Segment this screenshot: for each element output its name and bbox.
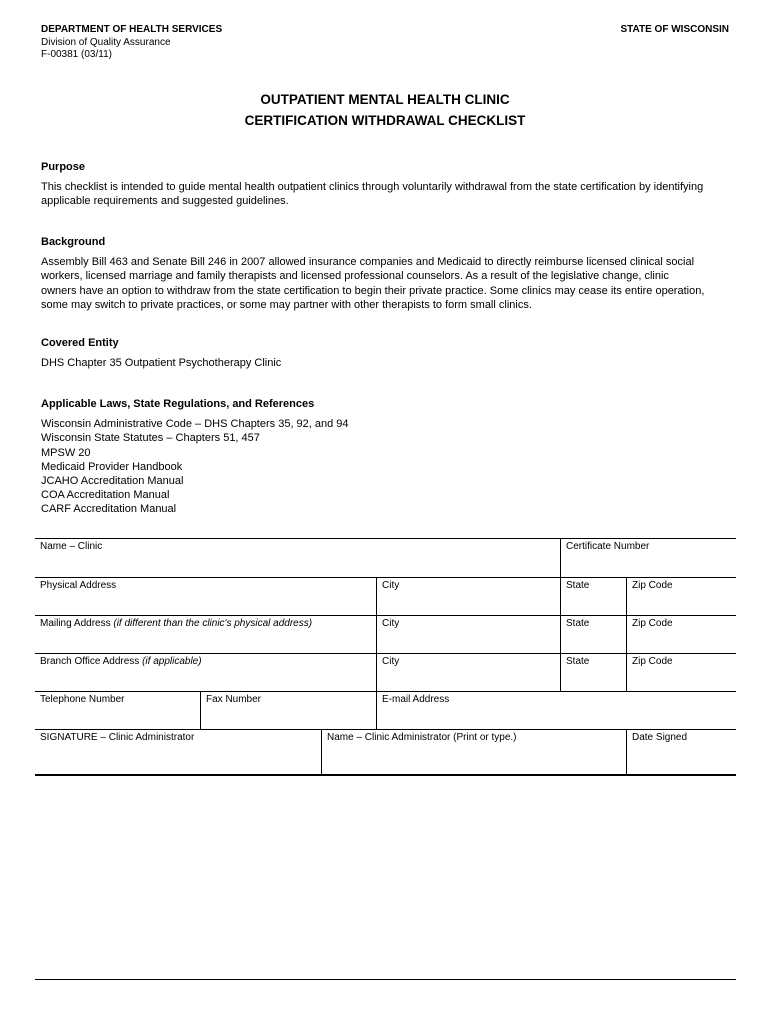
physical-zip-field[interactable] — [626, 578, 736, 615]
covered-entity-section — [41, 336, 731, 370]
branch-city-field[interactable] — [376, 654, 560, 691]
zip-code-label: Zip Code — [632, 618, 673, 629]
laws-item: MPSW 20 — [41, 446, 91, 459]
physical-city-field[interactable] — [376, 578, 560, 615]
city-label: City — [382, 580, 400, 591]
laws-section — [41, 397, 731, 517]
purpose-section — [41, 160, 731, 209]
laws-item: JCAHO Accreditation Manual — [41, 475, 184, 488]
zip-code-label: Zip Code — [632, 656, 673, 667]
purpose-heading: Purpose — [41, 161, 86, 173]
state-label: State — [566, 580, 590, 591]
laws-item: COA Accreditation Manual — [41, 489, 170, 502]
branch-address-field[interactable] — [35, 654, 376, 691]
signature-label: SIGNATURE – Clinic Administrator — [40, 732, 195, 743]
email-label: E-mail Address — [382, 694, 450, 705]
physical-state-field[interactable] — [560, 578, 626, 615]
city-label: City — [382, 656, 400, 667]
fax-label: Fax Number — [206, 694, 262, 705]
mailing-zip-field[interactable] — [626, 616, 736, 653]
fax-field[interactable] — [200, 692, 376, 729]
telephone-label: Telephone Number — [40, 694, 125, 705]
mailing-state-field[interactable] — [560, 616, 626, 653]
mailing-city-field[interactable] — [376, 616, 560, 653]
zip-code-label: Zip Code — [632, 580, 673, 591]
department-name: DEPARTMENT OF HEALTH SERVICES — [41, 24, 223, 35]
branch-state-field[interactable] — [560, 654, 626, 691]
page-title — [0, 89, 770, 131]
covered-entity-heading: Covered Entity — [41, 337, 119, 349]
mailing-address-note: (if different than the clinic's physical address) — [113, 618, 313, 629]
laws-heading: Applicable Laws, State Regulations, and References — [41, 398, 315, 410]
branch-address-label: Branch Office Address — [40, 656, 143, 667]
purpose-text: This checklist is intended to guide mental health outpatient clinics through voluntarily withdrawal from the state certification by identifying applicable requirements and suggested guidelines. — [41, 181, 704, 208]
title-line-2: CERTIFICATION WITHDRAWAL CHECKLIST — [244, 113, 526, 128]
laws-item: CARF Accreditation Manual — [41, 503, 177, 516]
date-signed-field[interactable] — [626, 730, 736, 775]
form-row-contact — [35, 692, 736, 730]
admin-name-label: Name – Clinic Administrator (Print or type.) — [327, 732, 517, 743]
form-number: F-00381 (03/11) — [41, 49, 112, 60]
laws-item: Medicaid Provider Handbook — [41, 460, 183, 473]
footer-divider — [35, 979, 736, 980]
certificate-number-label: Certificate Number — [566, 541, 650, 552]
physical-address-field[interactable] — [35, 578, 376, 615]
background-heading: Background — [41, 236, 106, 248]
physical-address-label: Physical Address — [40, 580, 117, 591]
title-line-1: OUTPATIENT MENTAL HEALTH CLINIC — [260, 92, 510, 107]
form-row-branch — [35, 654, 736, 692]
email-field[interactable] — [376, 692, 736, 729]
form-row-physical — [35, 578, 736, 616]
state-name: STATE OF WISCONSIN — [620, 24, 729, 35]
form-row-name — [35, 539, 736, 578]
form-row-mailing — [35, 616, 736, 654]
telephone-field[interactable] — [35, 692, 200, 729]
date-signed-label: Date Signed — [632, 732, 688, 743]
mailing-address-field[interactable] — [35, 616, 376, 653]
certificate-number-field[interactable] — [560, 539, 736, 577]
name-clinic-label: Name – Clinic — [40, 541, 103, 552]
mailing-address-label: Mailing Address — [40, 618, 114, 629]
branch-address-note: (if applicable) — [142, 656, 202, 667]
state-label: State — [566, 656, 590, 667]
city-label: City — [382, 618, 400, 629]
covered-entity-text: DHS Chapter 35 Outpatient Psychotherapy Clinic — [41, 357, 282, 370]
laws-item: Wisconsin Administrative Code – DHS Chapters 35, 92, and 94 — [41, 418, 349, 431]
signature-field[interactable] — [35, 730, 321, 775]
division-name: Division of Quality Assurance — [41, 36, 171, 48]
admin-name-field[interactable] — [321, 730, 626, 775]
state-label: State — [566, 618, 590, 629]
laws-item: Wisconsin State Statutes – Chapters 51, 457 — [41, 432, 260, 445]
name-clinic-field[interactable] — [35, 539, 560, 577]
header-left — [41, 24, 222, 62]
background-section — [41, 235, 731, 312]
branch-zip-field[interactable] — [626, 654, 736, 691]
background-text: Assembly Bill 463 and Senate Bill 246 in 2007 allowed insurance companies and Medicaid to directly reimburse licensed clinical social workers, licensed marriage and family therapists and licensed professional counselors. As a result of the legislative change, clinic owners have an option to withdraw from the state certification to begin their private practice. Some clinics may cease its entire operation, some may switch to private practices, or some may partner with other therapists to form small clinics. — [41, 256, 705, 311]
form-row-signature — [35, 730, 736, 775]
clinic-info-form — [35, 538, 736, 776]
